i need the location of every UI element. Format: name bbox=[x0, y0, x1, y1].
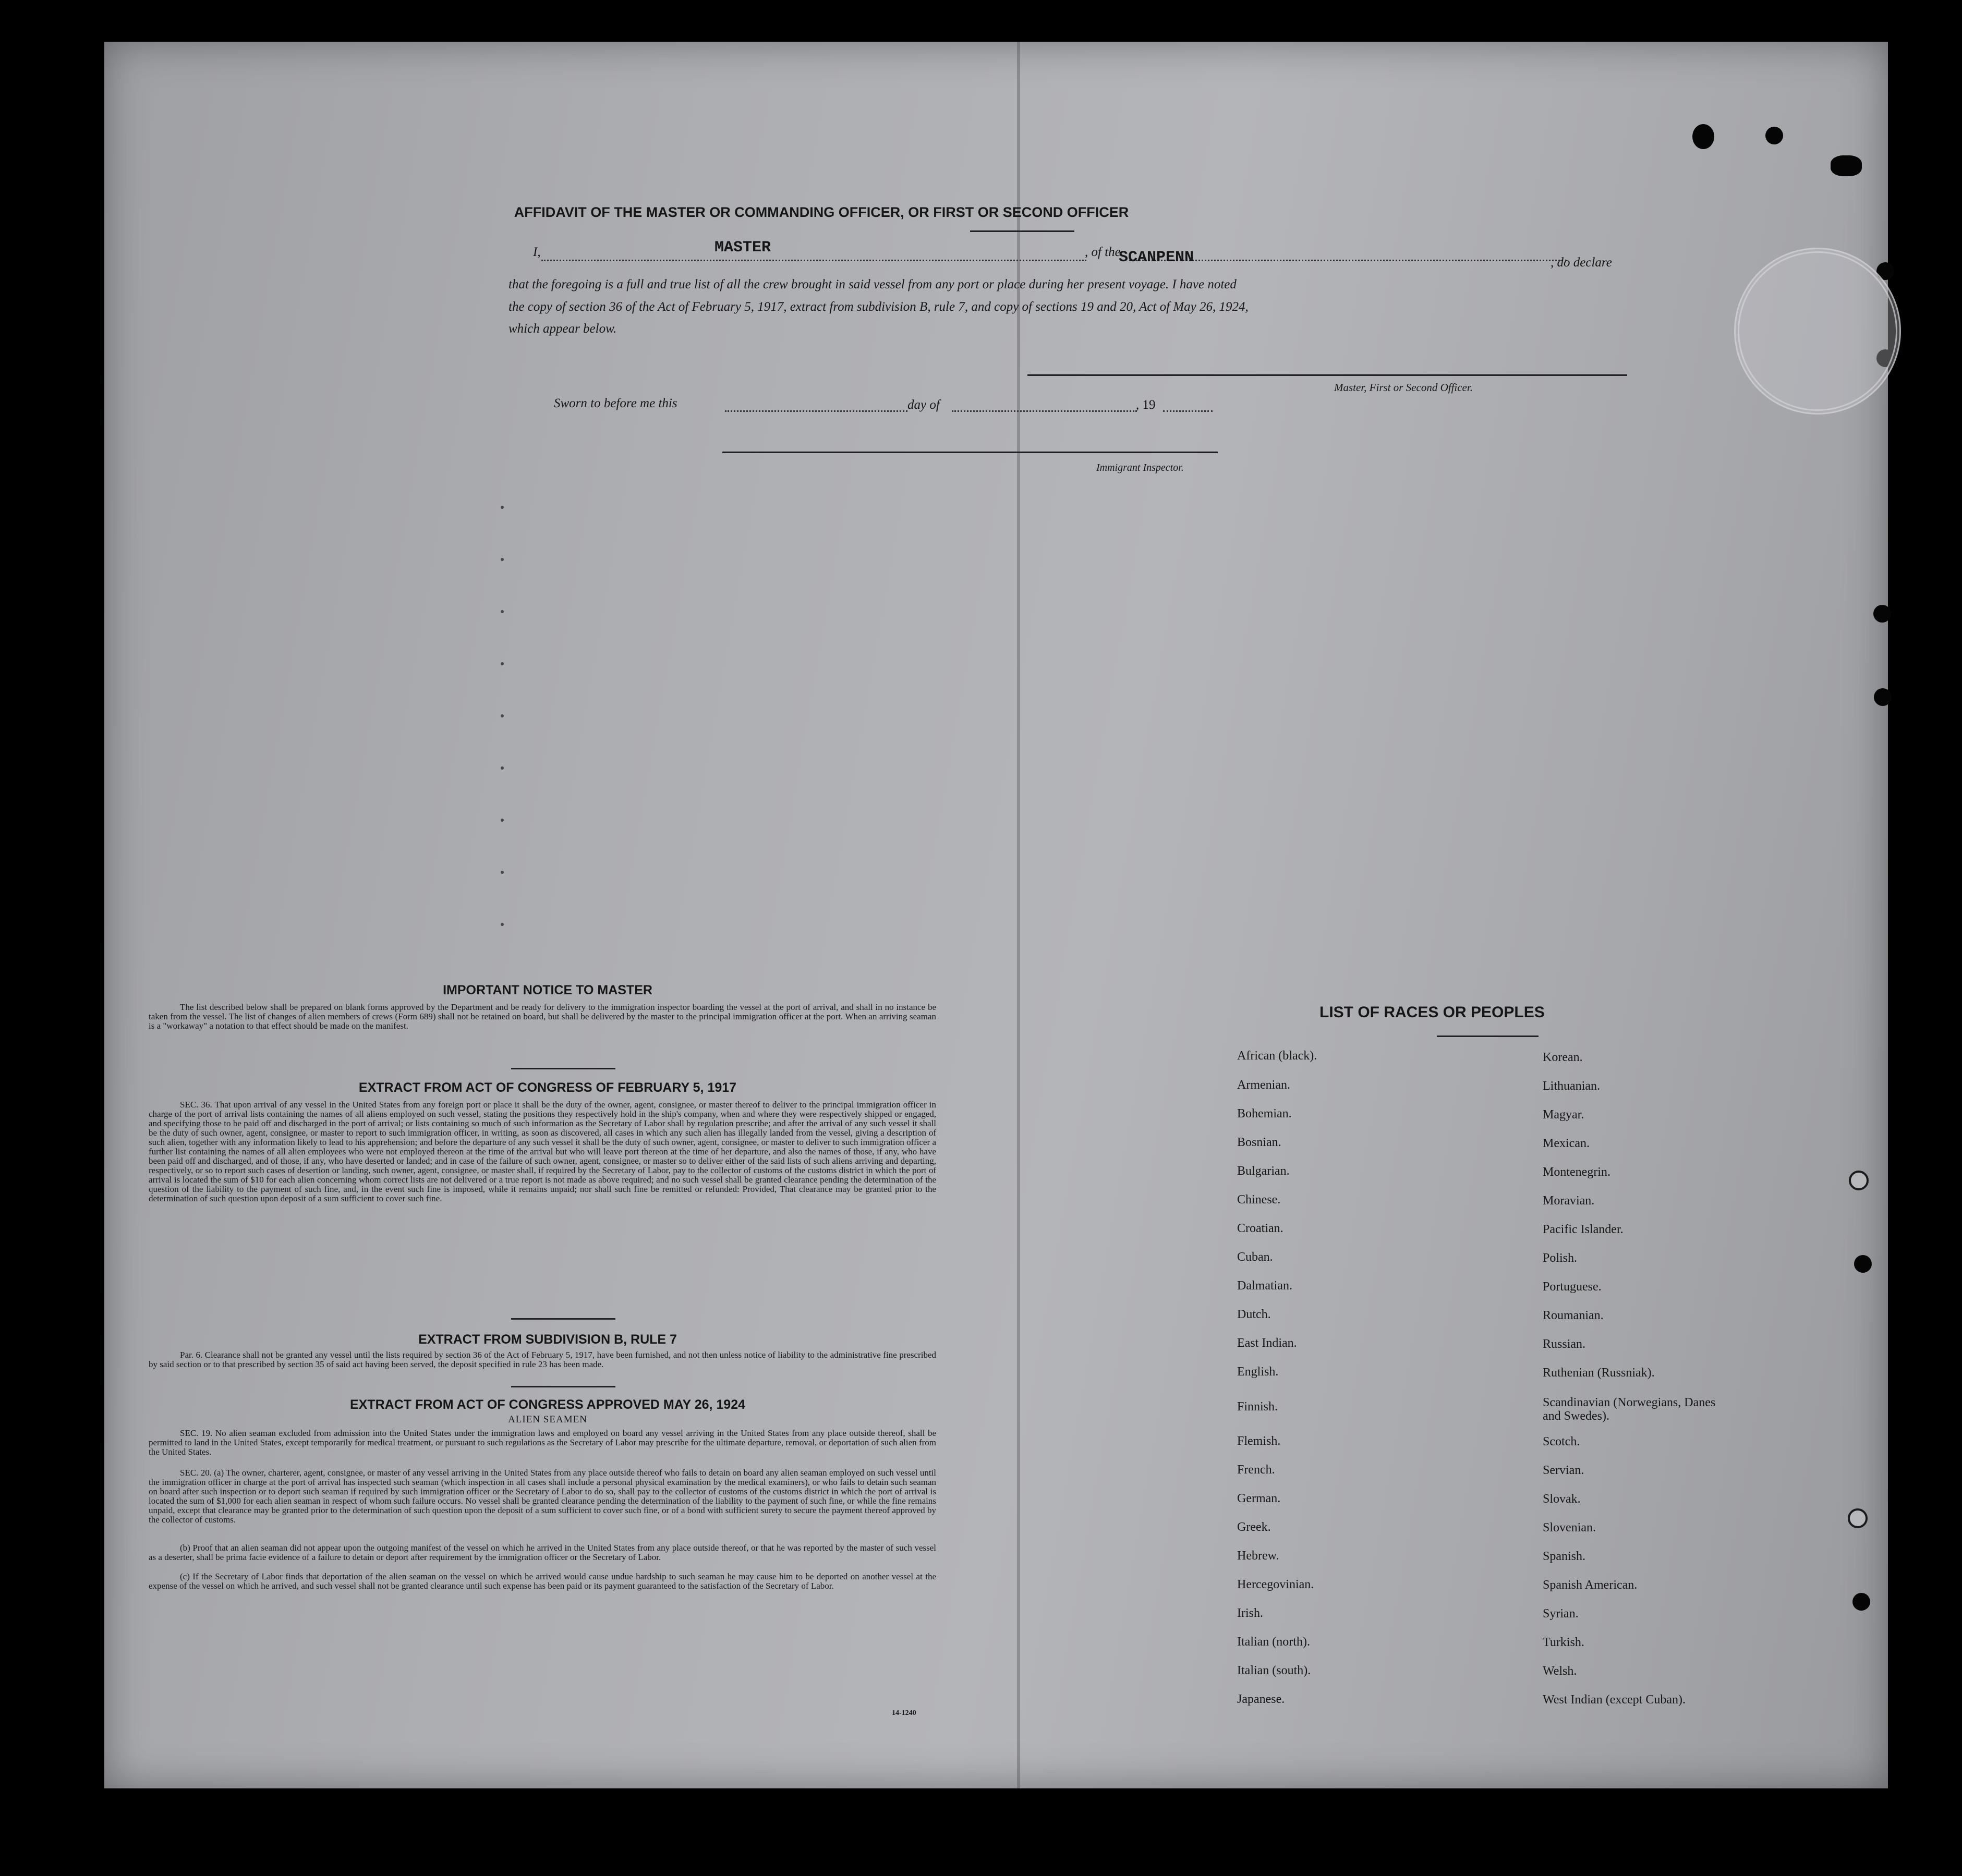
punch-hole bbox=[1848, 1508, 1868, 1528]
document-sheet bbox=[104, 42, 1888, 1788]
sworn-month-line bbox=[952, 410, 1137, 412]
section-rule bbox=[511, 1318, 615, 1320]
race-item: Croatian. bbox=[1237, 1222, 1283, 1235]
punch-hole bbox=[1874, 688, 1892, 706]
race-item: Hebrew. bbox=[1237, 1549, 1279, 1563]
sworn-day-line bbox=[725, 410, 907, 412]
of-the-label: , of the bbox=[1085, 245, 1121, 259]
race-item: Lithuanian. bbox=[1543, 1079, 1600, 1093]
faint-mark bbox=[501, 714, 504, 717]
race-item: Dalmatian. bbox=[1237, 1279, 1292, 1293]
race-item: Turkish. bbox=[1543, 1636, 1584, 1649]
race-item: Montenegrin. bbox=[1543, 1165, 1610, 1179]
notice-title: IMPORTANT NOTICE TO MASTER bbox=[443, 983, 652, 997]
race-item: Spanish. bbox=[1543, 1550, 1586, 1563]
punch-hole bbox=[1692, 124, 1714, 149]
do-declare-label: , do declare bbox=[1551, 255, 1612, 270]
race-item: Japanese. bbox=[1237, 1692, 1285, 1706]
race-item: Cuban. bbox=[1237, 1250, 1273, 1264]
subdivision-b-title: EXTRACT FROM SUBDIVISION B, RULE 7 bbox=[418, 1332, 677, 1347]
sec-19-text: SEC. 19. No alien seaman excluded from admission into the United States under the immigration laws and employed on board any vessel arriving in the United States from any place outside thereof, shall be permitted to land in the United States, except temporarily for medical treatment, or pursuant to such regulations as the Secretary of Labor may prescribe for the ultimate departure, removal, or deportation of such alien from the United States. bbox=[149, 1428, 936, 1457]
affidavit-body-3: which appear below. bbox=[508, 322, 617, 336]
sworn-year-line bbox=[1163, 410, 1213, 412]
extract-1917-text: SEC. 36. That upon arrival of any vessel in the United States from any foreign port or place it shall be the duty of the owner, agent, consignee, or master thereof to deliver to the principal immigration officer in charge of the port of arrival lists containing the names of all aliens employed on such vessel, stating the positions they respectively hold in the ship's company, when and where they were respectively shipped or engaged, and specifying those to be paid off and discharged in the port of arrival; or lists containing so much of such information as the Secretary of Labor shall by regulation prescribe; and after the arrival of any such vessel it shall be the duty of such owner, agent, consignee, or master to report to such immigration officer, in writing, as soon as discovered, all cases in which any such alien has illegally landed from the vessel, giving a description of such alien, together with any information likely to lead to his apprehension; and before the departure of any such vessel it shall be the duty of such owner, agent, consignee, or master to deliver to such immigration officer a further list containing the names of all alien employees who were not employed thereon at the time of the arrival but who will leave port thereon at the time of her departure, and also the names of those, if any, who have been paid off and discharged, and of those, if any, who have deserted or landed; and in case of the failure of such owner, agent, consignee, or master so to deliver either of the said lists of such aliens arriving and departing, respectively, or so to report such cases of desertion or landing, such owner, agent, consignee, or master shall, if required by the Secretary of Labor, pay to the collector of customs of the customs district in which the port of arrival is located the sum of $10 for each alien concerning whom correct lists are not delivered or a true report is not made as above required; and no such vessel shall be granted clearance pending the determination of the question of the liability to the payment of such fine, and, in the event such fine is imposed, while it remains unpaid; nor shall such fine be remitted or refunded: Provided, That clearance may be granted prior to the determination of such question upon deposit of a sum sufficient to cover such fine. bbox=[149, 1100, 936, 1203]
race-item: Chinese. bbox=[1237, 1193, 1281, 1207]
punch-hole bbox=[1873, 605, 1891, 623]
race-item: Scotch. bbox=[1543, 1435, 1580, 1448]
race-item: Ruthenian (Russniak). bbox=[1543, 1366, 1655, 1380]
inspector-signature-line bbox=[722, 452, 1218, 453]
faint-mark bbox=[501, 766, 504, 770]
title-rule bbox=[970, 230, 1074, 232]
affidavit-title: AFFIDAVIT OF THE MASTER OR COMMANDING OFFICER, OR FIRST OR SECOND OFFICER bbox=[514, 204, 1129, 220]
faint-mark bbox=[501, 662, 504, 665]
vessel-field-value[interactable]: SCANPENN bbox=[1119, 249, 1194, 266]
extract-1917-title: EXTRACT FROM ACT OF CONGRESS OF FEBRUARY 5, 1917 bbox=[358, 1080, 737, 1095]
race-item: Italian (south). bbox=[1237, 1664, 1311, 1677]
race-item: Welsh. bbox=[1543, 1664, 1577, 1678]
embossed-seal bbox=[1734, 248, 1901, 415]
punch-hole bbox=[1854, 1255, 1872, 1273]
race-item: Greek. bbox=[1237, 1520, 1271, 1534]
race-item: German. bbox=[1237, 1492, 1281, 1505]
faint-mark bbox=[501, 871, 504, 874]
affidavit-body-2: the copy of section 36 of the Act of February 5, 1917, extract from subdivision B, rule 7, and copy of sections 19 and 20, Act of May 26, 1924, bbox=[508, 300, 1249, 314]
sworn-label: Sworn to before me this bbox=[554, 396, 677, 410]
race-item: Slovak. bbox=[1543, 1492, 1581, 1506]
race-item: Flemish. bbox=[1237, 1434, 1281, 1448]
year-label: , 19 bbox=[1136, 398, 1156, 412]
race-item: Portuguese. bbox=[1543, 1280, 1602, 1294]
faint-mark bbox=[501, 506, 504, 509]
notice-text: The list described below shall be prepared on blank forms approved by the Department and be ready for delivery to the immigration inspector boarding the vessel at the port of arrival, and shall in no instance be taken from the vessel. The list of changes of alien members of crews (Form 689) shall not be retained on board, but shall be delivered by the master to the principal immigration officer at the port. When an arriving seaman is a "workaway" a notation to that effect should be made on the manifest. bbox=[149, 1002, 936, 1031]
races-title: LIST OF RACES OR PEOPLES bbox=[1319, 1004, 1545, 1021]
race-item: Russian. bbox=[1543, 1337, 1586, 1351]
race-item: Syrian. bbox=[1543, 1607, 1579, 1621]
sec-20c-text: (c) If the Secretary of Labor finds that deportation of the alien seaman on the vessel on which he arrived would cause undue hardship to such seaman he may cause him to be deported on another vessel at the expense of the vessel on which he arrived, and such vessel shall not be granted clearance until such expense has been paid or its payment guaranteed to the satisfaction of the Secretary of Labor. bbox=[149, 1572, 936, 1591]
punch-hole bbox=[1765, 127, 1783, 144]
signature-line bbox=[1027, 374, 1627, 376]
subdivision-b-text: Par. 6. Clearance shall not be granted any vessel until the lists required by section 36 of the Act of February 5, 1917, have been furnished, and not then unless notice of liability to the administrative fine prescribed by said section or to that prescribed by section 35 of said act having been served, the deposit specified in rule 23 has been made. bbox=[149, 1350, 936, 1369]
punch-hole bbox=[1849, 1171, 1869, 1190]
faint-mark bbox=[501, 819, 504, 822]
race-item: East Indian. bbox=[1237, 1336, 1297, 1350]
section-rule bbox=[511, 1068, 615, 1069]
sec-20a-text: SEC. 20. (a) The owner, charterer, agent, consignee, or master of any vessel arriving in the United States from any place outside thereof who fails to detain on board any alien seaman employed on such vessel until the immigration officer in charge at the port of arrival has inspected such seaman (which inspection in all cases shall include a personal physical examination by the medical examiners), or who fails to detain such seaman on board after such inspection or to deport such seaman if required by such immigration officer or the Secretary of Labor to do so, shall pay to the collector of customs of the customs district in which the port of arrival is located the sum of $1,000 for each alien seaman in respect of whom such failure occurs. No vessel shall be granted clearance pending the determination of the liability to the payment of such fine, or while the fine remains unpaid, except that clearance may be granted prior to the determination of such question upon the deposit of a sum sufficient to cover such fine, or of a bond with sufficient surety to secure the payment thereof approved by the collector of customs. bbox=[149, 1468, 936, 1525]
race-item: West Indian (except Cuban). bbox=[1543, 1693, 1686, 1707]
race-item: Scandinavian (Norwegians, Danes and Swedes). bbox=[1543, 1396, 1716, 1423]
race-item: Irish. bbox=[1237, 1606, 1263, 1620]
race-item: Mexican. bbox=[1543, 1137, 1590, 1150]
faint-mark bbox=[501, 558, 504, 561]
alien-seamen-subtitle: ALIEN SEAMEN bbox=[508, 1414, 587, 1425]
race-item: Spanish American. bbox=[1543, 1578, 1638, 1592]
race-item: Bohemian. bbox=[1237, 1107, 1292, 1120]
faint-mark bbox=[501, 923, 504, 926]
punch-hole bbox=[1831, 155, 1862, 176]
section-rule bbox=[511, 1386, 615, 1387]
master-field-value[interactable]: MASTER bbox=[714, 239, 771, 257]
race-item: English. bbox=[1237, 1365, 1279, 1379]
race-item: Korean. bbox=[1543, 1051, 1583, 1064]
race-item: Slovenian. bbox=[1543, 1521, 1596, 1534]
race-item: Servian. bbox=[1543, 1464, 1584, 1477]
punch-hole bbox=[1852, 1593, 1870, 1611]
race-item: Hercegovinian. bbox=[1237, 1578, 1314, 1591]
master-field-line bbox=[541, 260, 1086, 261]
form-number: 14-1240 bbox=[892, 1709, 916, 1717]
race-item: Roumanian. bbox=[1543, 1309, 1604, 1322]
race-item: Finnish. bbox=[1237, 1400, 1278, 1414]
race-item: Italian (north). bbox=[1237, 1635, 1310, 1649]
race-item: Pacific Islander. bbox=[1543, 1223, 1624, 1236]
day-of-label: day of bbox=[907, 398, 940, 412]
race-item: Dutch. bbox=[1237, 1308, 1271, 1321]
signature-caption: Master, First or Second Officer. bbox=[1334, 381, 1473, 394]
race-item: Polish. bbox=[1543, 1251, 1578, 1265]
race-item: Bosnian. bbox=[1237, 1136, 1281, 1149]
race-item: Bulgarian. bbox=[1237, 1164, 1290, 1178]
sec-20b-text: (b) Proof that an alien seaman did not appear upon the outgoing manifest of the vessel on which he arrived in the United States from any place outside thereof, or that he was reported by the master of such vessel as a deserter, shall be prima facie evidence of a failure to detain or deport after requirement by the immigration officer or the Secretary of Labor. bbox=[149, 1543, 936, 1562]
race-item: Magyar. bbox=[1543, 1108, 1584, 1122]
races-rule bbox=[1437, 1036, 1539, 1037]
race-item: French. bbox=[1237, 1463, 1275, 1477]
race-item: African (black). bbox=[1237, 1049, 1317, 1063]
faint-mark bbox=[501, 610, 504, 613]
inspector-caption: Immigrant Inspector. bbox=[1096, 462, 1184, 473]
extract-1924-title: EXTRACT FROM ACT OF CONGRESS APPROVED MAY 26, 1924 bbox=[349, 1397, 746, 1412]
race-item: Moravian. bbox=[1543, 1194, 1595, 1208]
affidavit-i-prefix: I, bbox=[533, 245, 541, 259]
affidavit-body-1: that the foregoing is a full and true list of all the crew brought in said vessel from any port or place during her present voyage. I have noted bbox=[508, 277, 1237, 291]
race-item: Armenian. bbox=[1237, 1078, 1290, 1092]
vessel-field-line bbox=[1129, 260, 1567, 261]
